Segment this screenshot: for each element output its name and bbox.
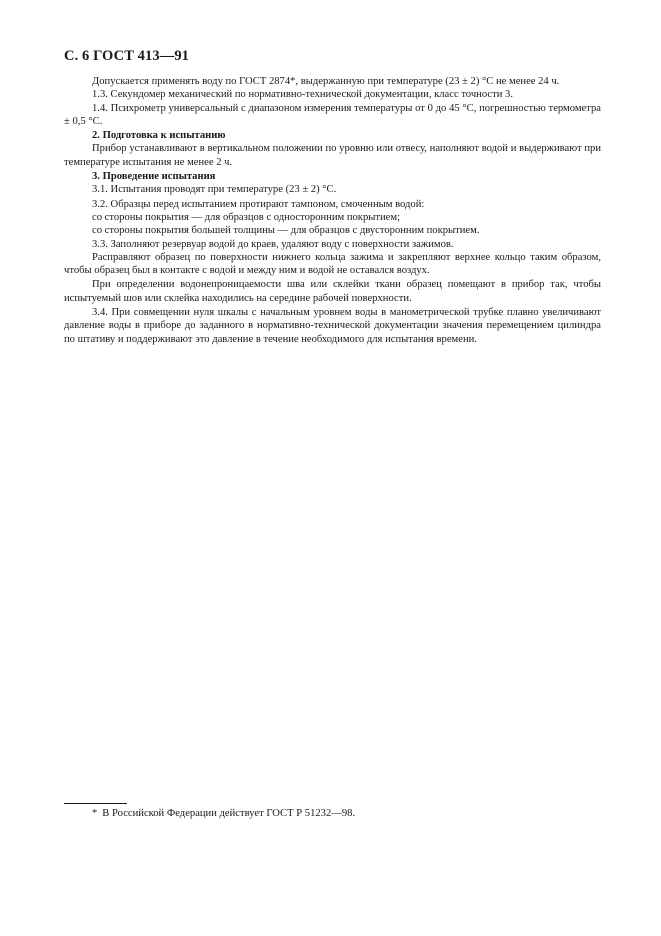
paragraph-3-3-continued: Расправляют образец по поверхности нижнего кольца зажима и закрепляют верхнее кольцо таким образом, чтобы образец был в контакте с водой и между ним и водой не оставался воздух. (64, 251, 601, 277)
footnote (92, 807, 355, 820)
section-heading-3: 3. Проведение испытания (92, 171, 216, 183)
footnote-text: В Российской Федерации действует ГОСТ Р 51232—98. (102, 808, 356, 819)
paragraph-seam-testing: При определении водонепроницаемости шва или склейки ткани образец помещают в прибор так, чтобы испытуемый шов или склейка находились на середине рабочей поверхности. (64, 279, 601, 304)
document-body (64, 75, 601, 346)
paragraph-3-4: 3.4. При совмещении нуля шкалы с начальным уровнем воды в манометрической трубке плавно увеличивают давление воды в приборе до заданного в нормативно-технической документации значения перемещением цилиндра по штативу и поддерживают это давление в течение необходимого для испытания времени. (64, 307, 601, 345)
paragraph-3-1: 3.1. Испытания проводят при температуре (23 ± 2) °С. (92, 184, 337, 196)
paragraph-3-3: 3.3. Заполняют резервуар водой до краев, удаляют воду с поверхности зажимов. (92, 238, 454, 250)
footnote-mark: * (92, 808, 98, 819)
paragraph-1-3-stopwatch: 1.3. Секундомер механический по нормативно-технической документации, класс точности 3. (92, 89, 513, 101)
footnote-separator (64, 803, 127, 804)
section-heading-2: 2. Подготовка к испытанию (92, 130, 226, 142)
page-header: С. 6 ГОСТ 413—91 (64, 48, 190, 64)
paragraph-3-2: 3.2. Образцы перед испытанием протирают тампоном, смоченным водой: (92, 198, 425, 210)
paragraph-3-2-item-1: со стороны покрытия — для образцов с односторонним покрытием; (92, 211, 401, 223)
paragraph-1-4-psychrometer: 1.4. Психрометр универсальный с диапазоном измерения температуры от 0 до 45 °С, погрешностью термометра ± 0,5 °С. (64, 102, 601, 127)
paragraph-3-2-item-2: со стороны покрытия большей толщины — для образцов с двусторонним покрытием. (92, 225, 480, 237)
paragraph-preparation: Прибор устанавливают в вертикальном положении по уровню или отвесу, наполняют водой и выдерживают при температуре испытания не менее 2 ч. (64, 143, 601, 168)
paragraph-water-spec: Допускается применять воду по ГОСТ 2874*, выдержанную при температуре (23 ± 2) °С не менее 24 ч. (92, 76, 560, 87)
